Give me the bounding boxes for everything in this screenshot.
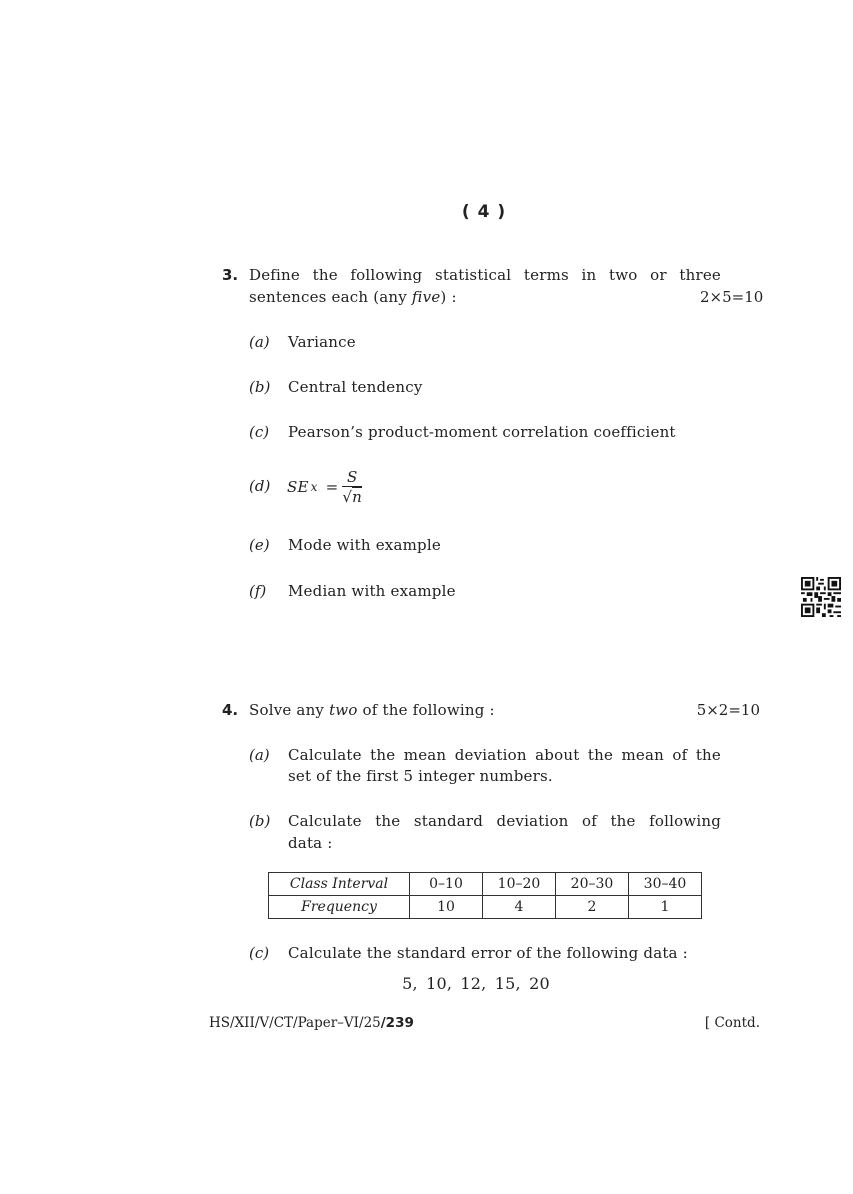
item-b-text: Central tendency [288,378,423,396]
item-c-text: Pearson’s product-moment correlation coefficient [288,423,676,441]
row-header-class-interval: Class Interval [269,873,410,896]
q4-c-line-1: Calculate the standard error of the following data : [288,944,688,962]
table-cell: 20–30 [556,873,629,896]
q4-a-line-2: set of the first 5 integer numbers. [288,767,553,785]
question-3-number: 3. [222,266,239,284]
formula-numerator: S [342,468,362,487]
table-cell: 0–10 [410,873,483,896]
question-3-line-1: Define the following statistical terms in two or three [249,266,721,284]
table-cell: 10–20 [483,873,556,896]
item-f-label: (f) [249,582,267,600]
item-a-label: (a) [249,333,270,351]
formula-subscript: x [310,480,318,494]
formula-equals: = [325,478,339,496]
question-3-marks: 2×5=10 [700,288,764,306]
table-cell: 2 [556,896,629,919]
question-3-line-2: sentences each (any five) : [249,288,457,306]
question-4-intro: Solve any two of the following : [249,701,495,719]
frequency-table [268,872,702,919]
question-4-number: 4. [222,701,239,719]
item-f-text: Median with example [288,582,456,600]
item-a-text: Variance [288,333,356,351]
item-d-label: (d) [249,477,271,495]
q4-c-values: 5, 10, 12, 15, 20 [402,974,550,993]
item-b-label: (b) [249,378,271,396]
paper-code: HS/XII/V/CT/Paper–VI/25/239 [209,1015,414,1031]
contd-label: [ Contd. [704,1015,760,1031]
table-row [269,873,702,896]
formula-fraction [342,468,362,506]
item-e-text: Mode with example [288,536,441,554]
standard-error-formula [287,463,362,511]
question-4-marks: 5×2=10 [696,701,760,719]
table-cell: 10 [410,896,483,919]
row-header-frequency: Frequency [269,896,410,919]
qr-code-icon [801,577,841,617]
q4-a-label: (a) [249,746,270,764]
q4-c-label: (c) [249,944,270,962]
formula-lhs: SE [287,478,309,496]
page-number: ( 4 ) [461,202,507,222]
q4-a-line-1: Calculate the mean deviation about the mean of the [288,746,721,764]
q4-b-line-2: data : [288,834,333,852]
table-cell: 4 [483,896,556,919]
item-e-label: (e) [249,536,270,554]
item-c-label: (c) [249,423,270,441]
square-root-icon: √ [342,488,353,506]
formula-denominator: √n [342,488,363,506]
q4-b-line-1: Calculate the standard deviation of the following [288,812,721,830]
table-cell: 30–40 [629,873,702,896]
q4-b-label: (b) [249,812,271,830]
table-row [269,896,702,919]
table-cell: 1 [629,896,702,919]
